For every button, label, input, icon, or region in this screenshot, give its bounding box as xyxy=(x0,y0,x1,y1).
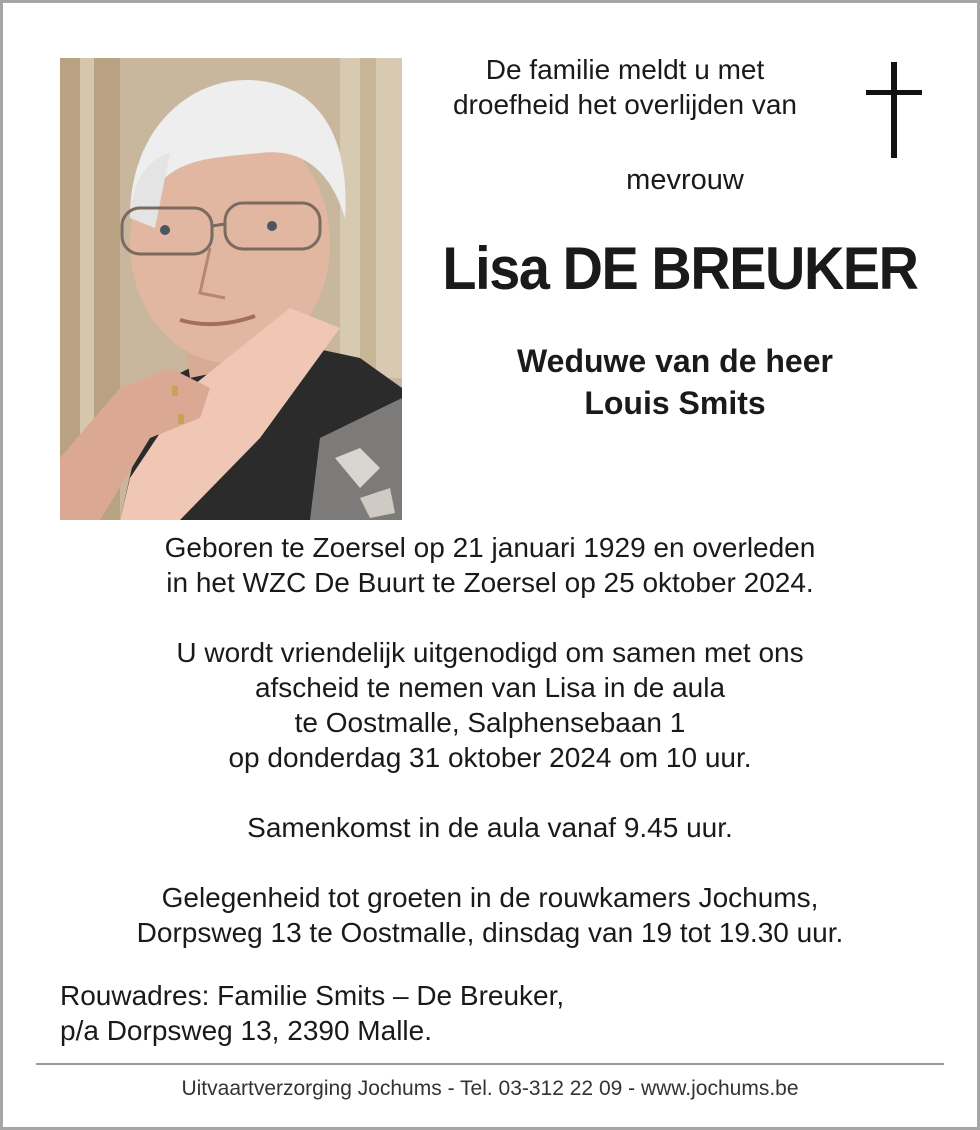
address-line: p/a Dorpsweg 13, 2390 Malle. xyxy=(60,1015,432,1046)
invitation-line: U wordt vriendelijk uitgenodigd om samen met ons xyxy=(176,637,804,668)
birth-death-line: Geboren te Zoersel op 21 januari 1929 en overleden xyxy=(164,532,816,563)
visitation-line: Gelegenheid tot groeten in de rouwkamers Jochums, xyxy=(161,882,819,913)
gathering-line: Samenkomst in de aula vanaf 9.45 uur. xyxy=(247,812,733,843)
invitation-line: op donderdag 31 oktober 2024 om 10 uur. xyxy=(228,742,752,773)
divider xyxy=(36,1063,944,1065)
salutation: mevrouw xyxy=(626,164,744,196)
portrait-photo xyxy=(60,58,402,520)
widow-line: Louis Smits xyxy=(584,385,766,421)
widow-of xyxy=(420,340,930,424)
deceased-name: Lisa DE BREUKER xyxy=(442,235,918,302)
notice-body xyxy=(40,530,940,950)
intro-text xyxy=(420,52,830,122)
visitation-line: Dorpsweg 13 te Oostmalle, dinsdag van 19 tot 19.30 uur. xyxy=(136,917,844,948)
invitation-line: te Oostmalle, Salphensebaan 1 xyxy=(294,707,686,738)
mourning-address xyxy=(60,978,860,1048)
latin-cross-icon xyxy=(866,62,922,158)
birth-death-line: in het WZC De Buurt te Zoersel op 25 oktober 2024. xyxy=(166,567,814,598)
intro-line: droefheid het overlijden van xyxy=(452,89,797,120)
intro-line: De familie meldt u met xyxy=(485,54,765,85)
widow-line: Weduwe van de heer xyxy=(517,343,833,379)
invitation-line: afscheid te nemen van Lisa in de aula xyxy=(254,672,726,703)
address-line: Rouwadres: Familie Smits – De Breuker, xyxy=(60,980,565,1011)
funeral-home-footer: Uitvaartverzorging Jochums - Tel. 03-312 22 09 - www.jochums.be xyxy=(181,1077,799,1100)
